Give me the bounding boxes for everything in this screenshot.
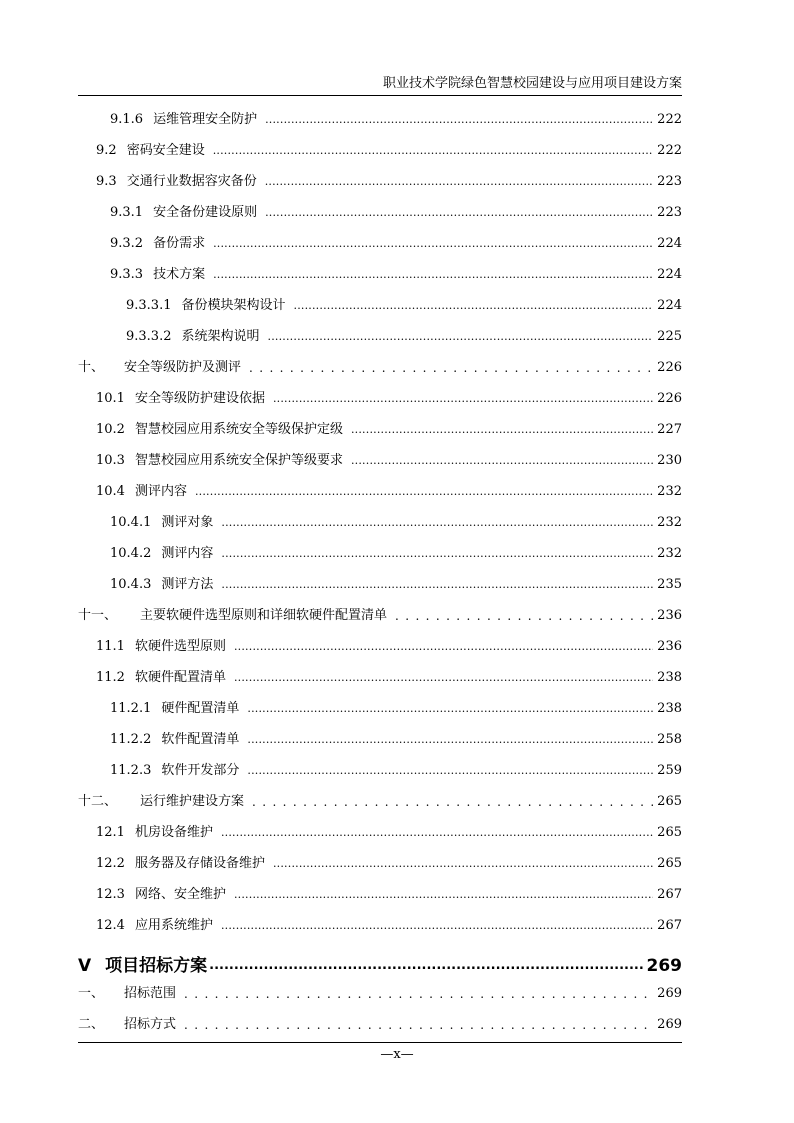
toc-page: 265 [657,794,682,809]
toc-page: 223 [657,205,682,220]
toc-number: 9.3 [96,174,117,189]
toc-leader [184,984,653,1004]
toc-page: 232 [657,546,682,561]
toc-page: 265 [657,856,682,871]
toc-title: 智慧校园应用系统安全等级保护定级 [134,422,343,437]
toc-page: 224 [657,236,682,251]
toc-page: 236 [657,608,682,623]
toc-number: 9.3.3.2 [126,329,172,344]
toc-entry[interactable] [126,325,682,347]
toc-leader [273,389,653,409]
toc-leader [184,1015,653,1035]
toc-entry[interactable] [110,201,682,223]
toc-title: 软硬件配置清单 [134,670,226,685]
toc-number: 二、 [78,1017,105,1032]
toc-title: 硬件配置清单 [161,701,240,716]
toc-leader [213,265,653,285]
toc-number: 9.2 [96,143,117,158]
toc-entry[interactable] [110,511,682,533]
page-header [78,73,682,96]
toc-title: 测评方法 [161,577,214,592]
toc-entry[interactable] [110,232,682,254]
toc-leader [221,513,653,533]
toc-number: 12.3 [96,887,125,902]
toc-chapter-entry[interactable] [78,1013,682,1035]
toc-leader [351,420,653,440]
toc-chapter-entry[interactable] [78,604,682,626]
toc-chapter-entry[interactable] [78,982,682,1004]
toc-leader [221,916,653,936]
toc-leader [234,668,653,688]
toc-number: 9.1.6 [110,112,144,127]
toc-number: 10.4 [96,484,125,499]
toc-title: 应用系统维护 [134,918,213,933]
toc-leader [247,699,653,719]
toc-page: 267 [657,887,682,902]
toc-title: 服务器及存储设备维护 [134,856,265,871]
toc-number: 9.3.2 [110,236,144,251]
toc-entry[interactable] [110,573,682,595]
toc-page: 269 [657,986,682,1001]
toc-leader [247,761,653,781]
toc-title: 备份模块架构设计 [181,298,286,313]
toc-title: 机房设备维护 [134,825,213,840]
toc-title: 网络、安全维护 [134,887,226,902]
page-footer [0,1047,794,1062]
toc-page: 222 [657,143,682,158]
toc-number: 10.1 [96,391,125,406]
toc-number: 十、 [78,360,105,375]
toc-number: 9.3.3 [110,267,144,282]
toc-page: 226 [657,360,682,375]
toc-entry[interactable] [126,294,682,316]
toc-leader [221,544,653,564]
toc-entry[interactable] [96,139,682,161]
toc-title: 项目招标方案 [105,956,208,976]
toc-chapter-entry[interactable] [78,356,682,378]
toc-number: 10.3 [96,453,125,468]
toc-title: 系统架构说明 [181,329,260,344]
toc-page: 232 [657,515,682,530]
toc-entry[interactable] [110,108,682,130]
toc-leader [351,451,653,471]
toc-leader [265,110,653,130]
toc-page: 225 [657,329,682,344]
toc-number: 12.1 [96,825,125,840]
toc-entry[interactable] [110,697,682,719]
toc-page: 238 [657,670,682,685]
toc-entry[interactable] [96,387,682,409]
toc-leader [209,956,642,976]
toc-entry[interactable] [110,728,682,750]
toc-title: 测评对象 [161,515,214,530]
toc-leader [265,172,653,192]
toc-number: 11.1 [96,639,125,654]
toc-title: 安全等级防护及测评 [124,360,242,375]
toc-entry[interactable] [96,883,682,905]
toc-leader [265,203,653,223]
toc-entry[interactable] [96,852,682,874]
toc-leader [252,792,653,812]
toc-number: 9.3.3.1 [126,298,172,313]
toc-page: 227 [657,422,682,437]
toc-title: 密码安全建设 [126,143,205,158]
toc-entry[interactable] [96,821,682,843]
toc-title: 交通行业数据容灾备份 [126,174,257,189]
toc-number: 11.2 [96,670,125,685]
toc-number: 11.2.2 [110,732,152,747]
toc-entry[interactable] [96,635,682,657]
toc-page: 222 [657,112,682,127]
toc-page: 235 [657,577,682,592]
toc-page: 224 [657,298,682,313]
toc-number: 12.4 [96,918,125,933]
toc-number: 10.2 [96,422,125,437]
toc-page: 265 [657,825,682,840]
toc-title: 技术方案 [153,267,206,282]
toc-number: 10.4.2 [110,546,152,561]
toc-title: 安全备份建设原则 [153,205,258,220]
toc-page: 258 [657,732,682,747]
toc-title: 测评内容 [161,546,214,561]
toc-number: 12.2 [96,856,125,871]
toc-leader [195,482,653,502]
toc-number: 10.4.1 [110,515,152,530]
toc-leader [213,234,653,254]
toc-entry[interactable] [96,480,682,502]
toc-page: 238 [657,701,682,716]
toc-page: 269 [657,1017,682,1032]
toc-title: 备份需求 [153,236,206,251]
toc-title: 测评内容 [134,484,187,499]
toc-number: 11.2.1 [110,701,152,716]
toc-leader [221,823,653,843]
toc-title: 主要软硬件选型原则和详细软硬件配置清单 [140,608,388,623]
toc-leader [249,358,653,378]
toc-leader [294,296,654,316]
toc-entry[interactable] [110,759,682,781]
toc-number: 十一、 [78,608,118,623]
toc-entry[interactable] [110,263,682,285]
toc-number: 十二、 [78,794,118,809]
toc-chapter-entry[interactable] [78,790,682,812]
toc-title: 招标范围 [124,986,177,1001]
toc-title: 软件配置清单 [161,732,240,747]
toc-title: 软件开发部分 [161,763,240,778]
toc-title: 智慧校园应用系统安全保护等级要求 [134,453,343,468]
toc-page: 224 [657,267,682,282]
toc-title: 运行维护建设方案 [140,794,245,809]
toc-entry[interactable] [96,449,682,471]
toc-number: 一、 [78,986,105,1001]
toc-page: 230 [657,453,682,468]
page-number-label: —x— [380,1047,414,1062]
toc-leader [395,606,653,626]
toc-page: 236 [657,639,682,654]
toc-entry[interactable] [96,914,682,936]
toc-entry[interactable] [110,542,682,564]
toc-title: 软硬件选型原则 [134,639,226,654]
toc-leader [268,327,654,347]
toc-number: 10.4.3 [110,577,152,592]
toc-leader [234,885,653,905]
toc-page: 259 [657,763,682,778]
toc-leader [234,637,653,657]
toc-page: 232 [657,484,682,499]
toc-leader [247,730,653,750]
toc-number: 11.2.3 [110,763,152,778]
toc-leader [213,141,653,161]
toc-leader [221,575,653,595]
toc-page: 269 [646,956,682,976]
toc-title: 招标方式 [124,1017,177,1032]
header-title: 职业技术学院绿色智慧校园建设与应用项目建设方案 [382,76,682,91]
toc-number: V [78,956,92,976]
toc-entry[interactable] [96,170,682,192]
toc-leader [273,854,653,874]
footer-divider [78,1042,682,1043]
toc-page: 267 [657,918,682,933]
toc-title: 安全等级防护建设依据 [134,391,265,406]
toc-part-entry[interactable] [78,950,682,976]
toc-entry[interactable] [96,666,682,688]
toc-number: 9.3.1 [110,205,144,220]
toc-title: 运维管理安全防护 [153,112,258,127]
toc-page: 223 [657,174,682,189]
toc-page: 226 [657,391,682,406]
toc-entry[interactable] [96,418,682,440]
